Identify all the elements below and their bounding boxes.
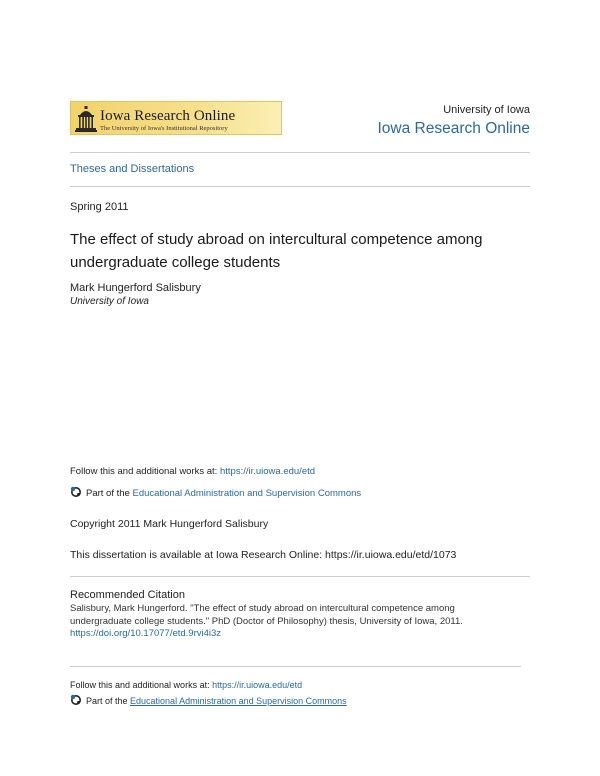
capitol-building-icon xyxy=(75,106,97,132)
part-of-line xyxy=(70,486,361,499)
divider xyxy=(70,666,521,667)
commons-icon xyxy=(70,694,82,706)
footer-commons-link[interactable]: Educational Administration and Supervision Commons xyxy=(130,696,347,706)
commons-link[interactable]: Educational Administration and Supervision Commons xyxy=(132,488,362,499)
copyright-notice: Copyright 2011 Mark Hungerford Salisbury xyxy=(70,518,269,530)
citation-doi-link[interactable]: https://doi.org/10.17077/etd.9rvi4i3z xyxy=(70,628,222,639)
institution-name: University of Iowa xyxy=(443,104,530,116)
recommended-citation-heading: Recommended Citation xyxy=(70,589,185,601)
collection-link[interactable]: Theses and Dissertations xyxy=(70,163,195,175)
follow-prefix: Follow this and additional works at: xyxy=(70,466,220,477)
footer-follow-line xyxy=(70,680,302,690)
divider xyxy=(70,576,530,577)
footer-follow-prefix: Follow this and additional works at: xyxy=(70,680,213,690)
footer-part-of-line xyxy=(70,694,347,706)
author-name: Mark Hungerford Salisbury xyxy=(70,282,201,294)
document-title: The effect of study abroad on intercultural competence among undergraduate college students xyxy=(70,231,483,271)
divider xyxy=(70,152,530,153)
citation-text: Salisbury, Mark Hungerford. "The effect of study abroad on intercultural competence among undergraduate college students." PhD (Doctor of Philosophy) thesis, University of Iowa, 2011. xyxy=(70,603,463,627)
author-affiliation: University of Iowa xyxy=(70,296,149,307)
citation-block xyxy=(70,603,510,641)
part-of-prefix: Part of the xyxy=(86,488,133,499)
footer-follow-url-link[interactable]: https://ir.uiowa.edu/etd xyxy=(212,680,303,690)
repository-link[interactable]: Iowa Research Online xyxy=(377,120,530,137)
footer-part-of-prefix: Part of the xyxy=(86,696,131,706)
availability-notice: This dissertation is available at Iowa Research Online: https://ir.uiowa.edu/etd/1073 xyxy=(70,549,457,561)
iowa-research-online-logo[interactable] xyxy=(70,101,282,135)
publication-date: Spring 2011 xyxy=(70,201,129,213)
commons-icon xyxy=(70,486,82,498)
follow-line xyxy=(70,466,315,477)
logo-title: Iowa Research Online xyxy=(100,108,236,124)
divider xyxy=(70,186,530,187)
follow-url-link[interactable]: https://ir.uiowa.edu/etd xyxy=(219,466,316,477)
logo-subtitle: The University of Iowa's Institutional Repository xyxy=(100,125,228,132)
